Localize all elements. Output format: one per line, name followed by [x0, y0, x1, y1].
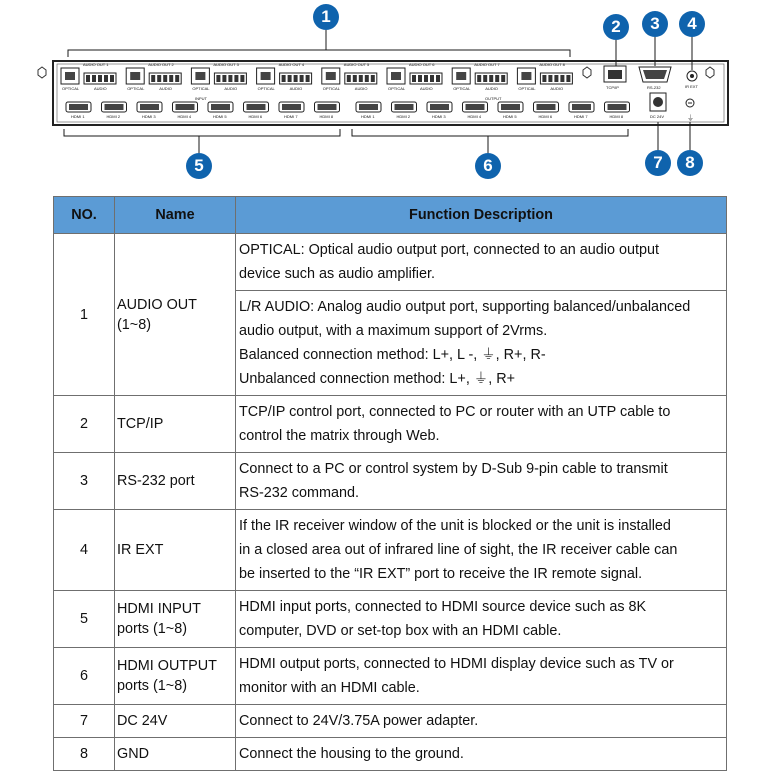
optical-label: OPTICAL — [322, 86, 340, 91]
callout-1: 1 — [313, 4, 339, 30]
output-hdmi-port-inner — [501, 104, 520, 110]
row-description — [236, 738, 727, 771]
desc-line: monitor with an HDMI cable. — [239, 680, 420, 696]
terminal-pin — [169, 75, 173, 82]
input-hdmi-port-inner — [140, 104, 159, 110]
callout-5: 5 — [186, 153, 212, 179]
terminal-pin — [104, 75, 108, 82]
optical-label: OPTICAL — [257, 86, 275, 91]
input-hdmi-label: HDMI 1 — [71, 114, 85, 119]
terminal-pin — [216, 75, 220, 82]
output-hdmi-port-inner — [466, 104, 485, 110]
audio-label: AUDIO — [159, 86, 172, 91]
optical-port-inner — [195, 72, 205, 80]
callout-6: 6 — [475, 153, 501, 179]
terminal-pin — [483, 75, 487, 82]
audio-out-group-label: AUDIO OUT 8 — [539, 62, 565, 67]
name-line: TCP/IP — [117, 416, 164, 432]
mount-screw-left — [38, 67, 46, 78]
input-label: INPUT — [195, 96, 207, 101]
terminal-pin — [365, 75, 369, 82]
desc-line: HDMI output ports, connected to HDMI display device such as TV or — [239, 656, 674, 672]
optical-label: OPTICAL — [388, 86, 406, 91]
output-hdmi-label: HDMI 4 — [467, 114, 482, 119]
input-hdmi-port-inner — [105, 104, 124, 110]
terminal-pin — [86, 75, 90, 82]
name-line: ports (1~8) — [117, 678, 187, 694]
output-hdmi-port-inner — [608, 104, 627, 110]
terminal-pin — [294, 75, 298, 82]
callout-4: 4 — [679, 11, 705, 37]
row-no: 1 — [54, 234, 115, 396]
terminal-pin — [157, 75, 161, 82]
optical-label: OPTICAL — [453, 86, 471, 91]
optical-port-inner — [456, 72, 466, 80]
output-hdmi-port-inner — [430, 104, 449, 110]
audio-out-group-label: AUDIO OUT 3 — [213, 62, 239, 67]
row-no: 4 — [54, 510, 115, 591]
terminal-pin — [282, 75, 286, 82]
output-hdmi-label: HDMI 5 — [503, 114, 517, 119]
desc-line: device such as audio amplifier. — [239, 266, 435, 282]
terminal-pin — [228, 75, 232, 82]
input-hdmi-label: HDMI 3 — [142, 114, 156, 119]
output-hdmi-port-inner — [537, 104, 556, 110]
terminal-pin — [240, 75, 244, 82]
name-line: RS-232 port — [117, 473, 195, 489]
audio-label: AUDIO — [420, 86, 433, 91]
terminal-pin — [300, 75, 304, 82]
rear-panel-diagram — [0, 0, 783, 190]
optical-port-inner — [521, 72, 531, 80]
row-name — [115, 648, 236, 705]
audio-label: AUDIO — [94, 86, 107, 91]
audio-label: AUDIO — [550, 86, 564, 91]
terminal-pin — [501, 75, 505, 82]
desc-line: Balanced connection method: L+, L -, ⏚, R+, R- — [239, 347, 546, 363]
terminal-pin — [495, 75, 499, 82]
row-name — [115, 396, 236, 453]
row-no: 8 — [54, 738, 115, 771]
terminal-pin — [436, 75, 440, 82]
input-hdmi-port-inner — [69, 104, 88, 110]
desc-line: OPTICAL: Optical audio output port, connected to an audio output — [239, 242, 659, 258]
terminal-pin — [424, 75, 428, 82]
optical-port-inner — [391, 72, 401, 80]
desc-line: If the IR receiver window of the unit is blocked or the unit is installed — [239, 518, 671, 534]
terminal-pin — [489, 75, 493, 82]
callout-7: 7 — [645, 150, 671, 176]
row-no: 6 — [54, 648, 115, 705]
terminal-pin — [477, 75, 481, 82]
audio-label: AUDIO — [224, 86, 238, 91]
row-no: 2 — [54, 396, 115, 453]
function-table — [53, 196, 727, 771]
input-hdmi-label: HDMI 4 — [177, 114, 192, 119]
callout-2: 2 — [603, 14, 629, 40]
audio-out-group-label: AUDIO OUT 4 — [278, 62, 305, 67]
input-hdmi-port-inner — [211, 104, 230, 110]
output-hdmi-label: HDMI 3 — [432, 114, 446, 119]
row-description — [236, 705, 727, 738]
desc-line: control the matrix through Web. — [239, 428, 440, 444]
optical-label: OPTICAL — [192, 86, 210, 91]
optical-port-inner — [130, 72, 140, 80]
desc-line: RS-232 command. — [239, 485, 359, 501]
terminal-pin — [222, 75, 226, 82]
terminal-pin — [288, 75, 292, 82]
rs232-label: RS-232 — [647, 85, 661, 90]
desc-line: HDMI input ports, connected to HDMI source device such as 8K — [239, 599, 647, 615]
name-line: ports (1~8) — [117, 621, 187, 637]
name-line: HDMI OUTPUT — [117, 658, 217, 674]
audio-label: AUDIO — [354, 86, 368, 91]
name-line: HDMI INPUT — [117, 601, 201, 617]
terminal-pin — [347, 75, 351, 82]
table-row — [54, 591, 727, 648]
table-row — [54, 738, 727, 771]
terminal-pin — [163, 75, 167, 82]
terminal-pin — [234, 75, 238, 82]
row-name — [115, 591, 236, 648]
audio-label: AUDIO — [485, 86, 498, 91]
terminal-pin — [430, 75, 434, 82]
audio-label: AUDIO — [289, 86, 303, 91]
header-name: Name — [115, 197, 236, 234]
name-line: (1~8) — [117, 316, 151, 333]
optical-label: OPTICAL — [127, 86, 145, 91]
row-name — [115, 453, 236, 510]
terminal-pin — [92, 75, 96, 82]
audio-out-group-label: AUDIO OUT 2 — [148, 62, 174, 67]
row-no: 7 — [54, 705, 115, 738]
audio-out-group-label: AUDIO OUT 5 — [343, 62, 370, 67]
terminal-pin — [359, 75, 363, 82]
input-hdmi-label: HDMI 8 — [319, 114, 334, 119]
table-row — [54, 510, 727, 591]
row-no: 3 — [54, 453, 115, 510]
tcpip-label: TCP/IP — [606, 85, 619, 90]
desc-line: L/R AUDIO: Analog audio output port, supporting balanced/unbalanced — [239, 299, 691, 315]
terminal-pin — [412, 75, 416, 82]
input-hdmi-port-inner — [282, 104, 301, 110]
table-row — [54, 453, 727, 510]
desc-line: TCP/IP control port, connected to PC or router with an UTP cable to — [239, 404, 671, 420]
row-no: 5 — [54, 591, 115, 648]
terminal-pin — [566, 75, 570, 82]
optical-port-inner — [261, 72, 271, 80]
name-line: IR EXT — [117, 542, 164, 558]
input-hdmi-port-inner — [247, 104, 266, 110]
output-hdmi-port-inner — [395, 104, 414, 110]
table-row — [54, 705, 727, 738]
desc-line: audio output, with a maximum support of 2Vrms. — [239, 323, 548, 339]
terminal-pin — [560, 75, 564, 82]
table-row — [54, 648, 727, 705]
terminal-pin — [306, 75, 310, 82]
output-hdmi-label: HDMI 7 — [574, 114, 588, 119]
input-hdmi-label: HDMI 2 — [106, 114, 121, 119]
output-hdmi-label: HDMI 8 — [609, 114, 624, 119]
input-hdmi-port-inner — [176, 104, 195, 110]
row-name — [115, 234, 236, 396]
terminal-pin — [175, 75, 179, 82]
terminal-pin — [371, 75, 375, 82]
table-row — [54, 396, 727, 453]
terminal-pin — [110, 75, 114, 82]
ir-ext-label: IR EXT — [685, 84, 698, 89]
name-line: GND — [117, 746, 149, 762]
terminal-pin — [98, 75, 102, 82]
desc-line: Connect the housing to the ground. — [239, 746, 464, 762]
audio-out-group-label: AUDIO OUT 6 — [409, 62, 435, 67]
input-hdmi-label: HDMI 6 — [248, 114, 263, 119]
header-no: NO. — [54, 197, 115, 234]
input-hdmi-port-inner — [318, 104, 337, 110]
row-description — [236, 453, 727, 510]
optical-port-inner — [326, 72, 336, 80]
optical-label: OPTICAL — [518, 86, 536, 91]
optical-port-inner — [65, 72, 75, 80]
desc-line: Connect to 24V/3.75A power adapter. — [239, 713, 479, 729]
header-description: Function Description — [236, 197, 727, 234]
row-description — [236, 234, 727, 291]
audio-out-group-label: AUDIO OUT 7 — [474, 62, 500, 67]
desc-line: be inserted to the “IR EXT” port to receive the IR remote signal. — [239, 566, 643, 582]
output-hdmi-label: HDMI 6 — [538, 114, 553, 119]
output-hdmi-port-inner — [359, 104, 378, 110]
output-label: OUTPUT — [485, 96, 502, 101]
row-description — [236, 291, 727, 396]
optical-label: OPTICAL — [62, 86, 80, 91]
name-line: AUDIO OUT — [117, 296, 197, 313]
terminal-pin — [353, 75, 357, 82]
ground-symbol: ⏚ — [687, 114, 694, 122]
callout-8: 8 — [677, 150, 703, 176]
row-description — [236, 648, 727, 705]
desc-line: Unbalanced connection method: L+, ⏚, R+ — [239, 371, 515, 387]
output-hdmi-port-inner — [572, 104, 591, 110]
input-hdmi-label: HDMI 5 — [213, 114, 227, 119]
dc-24v-label: DC 24V — [650, 114, 665, 119]
output-hdmi-label: HDMI 1 — [361, 114, 375, 119]
audio-out-group-label: AUDIO OUT 1 — [83, 62, 109, 67]
row-description — [236, 591, 727, 648]
row-name — [115, 705, 236, 738]
terminal-pin — [151, 75, 155, 82]
terminal-pin — [548, 75, 552, 82]
terminal-pin — [554, 75, 558, 82]
terminal-pin — [418, 75, 422, 82]
table-header-row — [54, 197, 727, 234]
desc-line: in a closed area out of infrared line of sight, the IR receiver cable can — [239, 542, 678, 558]
row-description — [236, 510, 727, 591]
row-name — [115, 510, 236, 591]
row-name — [115, 738, 236, 771]
name-line: DC 24V — [117, 713, 168, 729]
desc-line: computer, DVD or set-top box with an HDMI cable. — [239, 623, 562, 639]
input-hdmi-label: HDMI 7 — [284, 114, 298, 119]
row-description — [236, 396, 727, 453]
callout-3: 3 — [642, 11, 668, 37]
output-hdmi-label: HDMI 2 — [396, 114, 411, 119]
desc-line: Connect to a PC or control system by D-Sub 9-pin cable to transmit — [239, 461, 668, 477]
table-row — [54, 234, 727, 291]
terminal-pin — [542, 75, 546, 82]
